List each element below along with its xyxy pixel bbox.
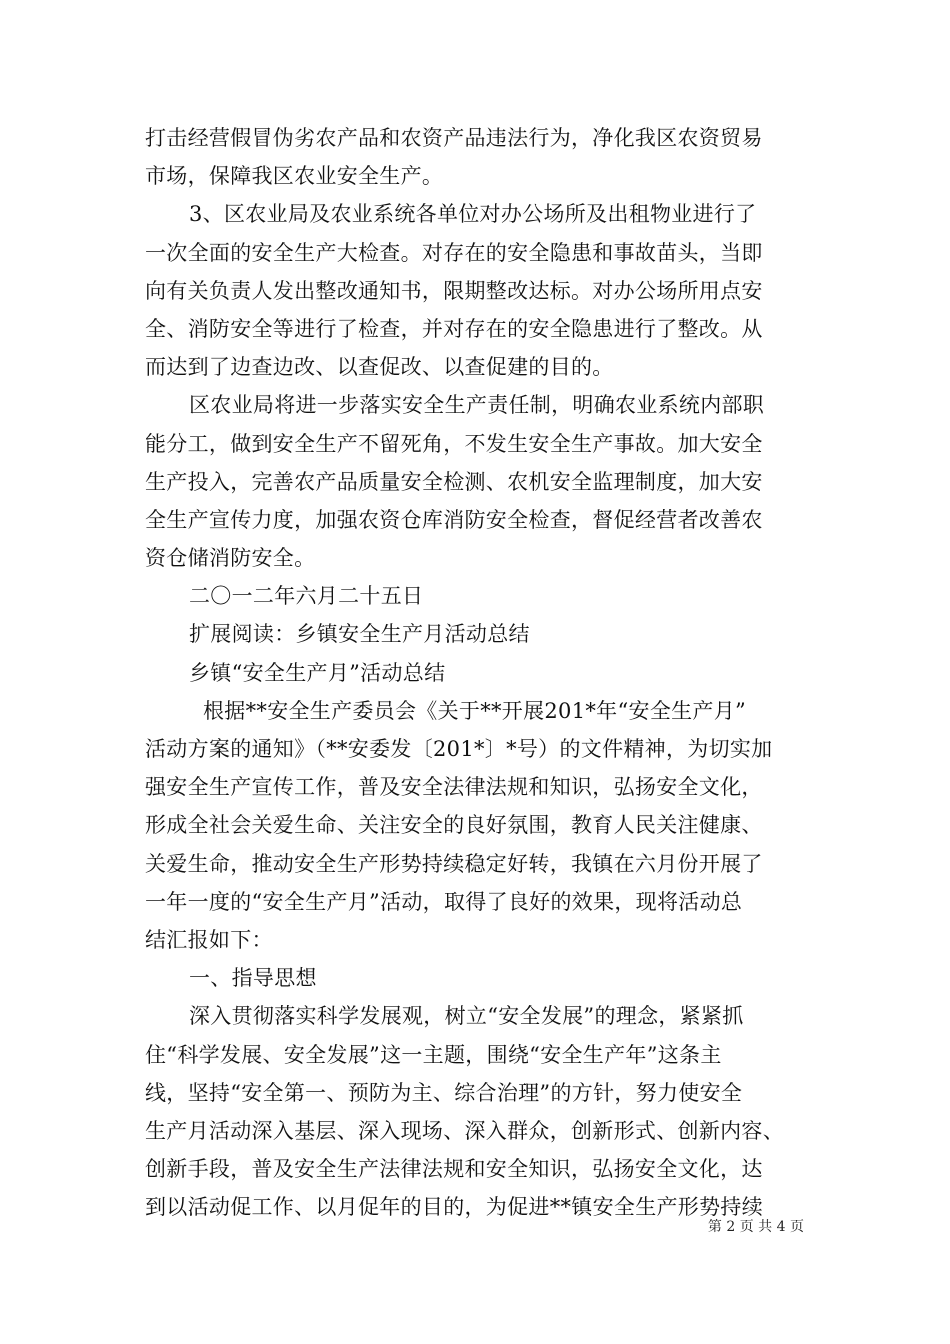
text-line: 3、区农业局及农业系统各单位对办公场所及出租物业进行了 [189, 202, 757, 227]
text-line: 线，坚持“安全第一、预防为主、综合治理”的方针，努力使安全 [145, 1080, 743, 1105]
section-title: 乡镇“安全生产月”活动总结 [189, 660, 446, 685]
text-line: 强安全生产宣传工作，普及安全法律法规和知识，弘扬安全文化， [145, 775, 763, 800]
text-line: 根据**安全生产委员会《关于**开展201*年“安全生产月” [203, 698, 747, 723]
text-line: 生产投入，完善农产品质量安全检测、农机安全监理制度，加大安 [145, 469, 763, 494]
text-line: 住“科学发展、安全发展”这一主题，围绕“安全生产年”这条主 [145, 1042, 722, 1067]
text-line: 资仓储消防安全。 [145, 546, 316, 571]
text-line: 能分工，做到安全生产不留死角，不发生安全生产事故。加大安全 [145, 431, 763, 456]
text-line: 全生产宣传力度，加强农资仓库消防安全检查，督促经营者改善农 [145, 507, 763, 532]
text-line: 到以活动促工作、以月促年的目的，为促进**镇安全生产形势持续 [145, 1195, 763, 1220]
extended-reading-line: 扩展阅读：乡镇安全生产月活动总结 [189, 622, 530, 647]
text-line: 结汇报如下： [145, 927, 273, 952]
text-line: 生产月活动深入基层、深入现场、深入群众，创新形式、创新内容、 [145, 1118, 784, 1143]
text-line: 市场，保障我区农业安全生产。 [145, 164, 444, 189]
text-line: 全、消防安全等进行了检查，并对存在的安全隐患进行了整改。从 [145, 316, 763, 341]
text-line: 深入贯彻落实科学发展观，树立“安全发展”的理念，紧紧抓 [189, 1004, 744, 1029]
text-line: 打击经营假冒伪劣农产品和农资产品违法行为，净化我区农资贸易 [145, 126, 763, 150]
text-line: 关爱生命，推动安全生产形势持续稳定好转，我镇在六月份开展了 [145, 851, 763, 876]
text-line: 向有关负责人发出整改通知书，限期整改达标。对办公场所用点安 [145, 278, 763, 303]
text-line: 一年一度的“安全生产月”活动，取得了良好的效果，现将活动总 [145, 889, 743, 914]
section-heading: 一、指导思想 [189, 966, 317, 991]
text-line: 区农业局将进一步落实安全生产责任制，明确农业系统内部职 [189, 393, 765, 418]
page-number: 第 2 页 共 4 页 [707, 1219, 804, 1235]
document-body [145, 119, 825, 1226]
text-line: 活动方案的通知》（**安委发〔201*〕*号）的文件精神，为切实加 [145, 737, 773, 761]
text-line: 一次全面的安全生产大检查。对存在的安全隐患和事故苗头，当即 [145, 240, 763, 265]
text-line: 而达到了边查边改、以查促改、以查促建的目的。 [145, 355, 614, 380]
text-line: 创新手段，普及安全生产法律法规和安全知识，弘扬安全文化，达 [145, 1157, 763, 1182]
date-line: 二〇一二年六月二十五日 [189, 584, 424, 609]
text-line: 形成全社会关爱生命、关注安全的良好氛围，教育人民关注健康、 [145, 813, 763, 838]
